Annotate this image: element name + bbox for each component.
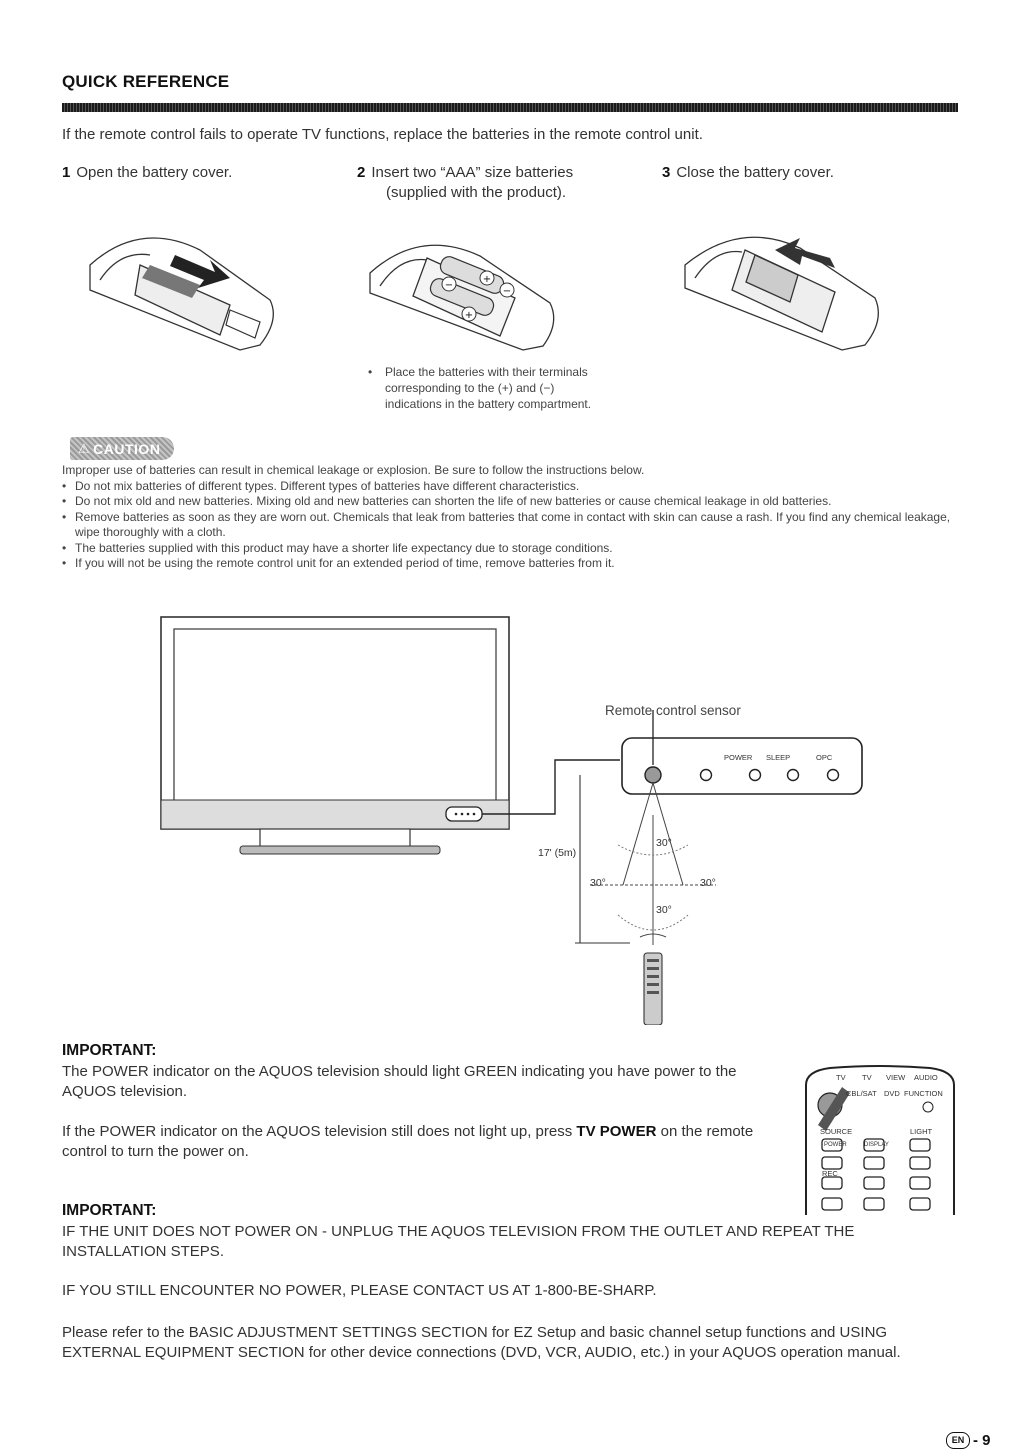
important-1-paragraph-1: The POWER indicator on the AQUOS television should light GREEN indicating you have power to the AQUOS television. — [62, 1063, 737, 1100]
tv-power-emphasis: TV POWER — [576, 1123, 657, 1140]
intro-text: If the remote control fails to operate TV functions, replace the batteries in the remote control unit. — [62, 126, 703, 143]
important-2-paragraph-1: IF THE UNIT DOES NOT POWER ON - UNPLUG THE AQUOS TELEVISION FROM THE OUTLET AND REPEAT THE INSTALLATION STEPS. — [62, 1223, 855, 1260]
battery-note-line3: indications in the battery compartment. — [385, 397, 592, 411]
open-cover-illustration — [80, 210, 280, 365]
svg-text:+: + — [464, 310, 474, 321]
step-1 — [62, 163, 232, 183]
important-2-paragraph-3: Please refer to the BASIC ADJUSTMENT SETTINGS SECTION for EZ Setup and basic channel setup functions and USING EXTERNAL EQUIPMENT SECTION for other device connections (DVD, VCR, AUDIO, etc.) in your AQUOS operation manual. — [62, 1324, 901, 1361]
sleep-label: SLEEP — [766, 753, 791, 762]
step-2-text-line2: (supplied with the product). — [386, 184, 567, 201]
remote-label-view: VIEW — [886, 1073, 906, 1082]
important-2-paragraph-2: IF YOU STILL ENCOUNTER NO POWER, PLEASE CONTACT US AT 1-800-BE-SHARP. — [62, 1282, 657, 1299]
important-1-paragraph-2 — [62, 1122, 782, 1162]
step-3-text: Close the battery cover. — [676, 164, 834, 181]
battery-note-line1: Place the batteries with their terminals — [385, 365, 588, 379]
step-2-number: 2 — [357, 164, 366, 181]
svg-text:+: + — [482, 274, 492, 285]
svg-text:−: − — [502, 286, 512, 297]
extra-indicator-lamp — [701, 770, 712, 781]
insert-batteries-illustration — [365, 218, 565, 358]
tv-sensor-window — [446, 807, 482, 821]
page-number-text: - 9 — [973, 1432, 991, 1449]
caution-item: • Do not mix old and new batteries. Mixing old and new batteries can shorten the life of new batteries or cause chemical leakage in old batteries. — [62, 494, 962, 510]
remote-sensor-label: Remote control sensor — [605, 703, 741, 718]
tv-stand-neck — [260, 829, 410, 847]
remote-label-cblsat: CBL/SAT — [846, 1089, 877, 1098]
remote-label-rec: REC — [822, 1169, 838, 1178]
remote-control-image — [644, 953, 662, 1025]
page-number — [946, 1432, 991, 1449]
important-1-p2-post: on the remote control to turn the power on. — [62, 1123, 754, 1160]
step-3-number: 3 — [662, 164, 671, 181]
caution-list — [62, 479, 962, 572]
caution-badge — [70, 437, 174, 460]
caution-item: • If you will not be using the remote control unit for an extended period of time, remove batteries from it. — [62, 556, 962, 572]
tv-stand-base — [240, 846, 440, 854]
indicator-panel — [622, 738, 862, 794]
remote-sensor-dot — [645, 767, 661, 783]
language-badge: EN — [946, 1432, 970, 1449]
battery-note-line2: corresponding to the (+) and (−) — [385, 381, 555, 395]
caution-item: • Do not mix batteries of different types. Different types of batteries have different characteristics. — [62, 479, 962, 495]
distance-label: 17' (5m) — [538, 847, 577, 859]
step-2-text: Insert two “AAA” size batteries — [371, 164, 574, 181]
caution-text — [62, 463, 962, 572]
title-rule — [62, 103, 958, 112]
important-heading-1: IMPORTANT: — [62, 1042, 157, 1059]
sleep-indicator-lamp — [788, 770, 799, 781]
remote-label-audio: AUDIO — [914, 1073, 938, 1082]
opc-label: OPC — [816, 753, 833, 762]
close-cover-illustration — [680, 210, 890, 360]
step-2 — [357, 163, 573, 203]
remote-label-dvd: DVD — [884, 1089, 900, 1098]
remote-label-tv-2: TV — [862, 1073, 872, 1082]
caution-item: • Remove batteries as soon as they are worn out. Chemicals that leak from batteries that come in contact with skin can cause a rash. If you find any chemical leakage, wipe thoroughly with a cloth. — [62, 510, 962, 541]
remote-label-tv-1: TV — [836, 1073, 846, 1082]
battery-note: • Place the batteries with their terminals corresponding to the (+) and (−) indications in the battery compartment. — [368, 365, 592, 411]
remote-closeup-panel — [800, 1065, 960, 1215]
step-3 — [662, 163, 834, 183]
warning-icon: ⚠ — [78, 440, 91, 456]
important-heading-2: IMPORTANT: — [62, 1202, 157, 1219]
page-title: QUICK REFERENCE — [62, 72, 230, 91]
remote-label-power: POWER — [824, 1142, 847, 1148]
caution-item: • The batteries supplied with this product may have a shorter life expectancy due to storage conditions. — [62, 541, 962, 557]
power-label: POWER — [724, 753, 753, 762]
angle-label-left: 30° — [590, 877, 606, 889]
angle-label-bottom: 30° — [656, 904, 672, 916]
tv-sensor-diagram — [160, 615, 880, 1025]
angle-label-right: 30° — [700, 877, 716, 889]
step-1-text: Open the battery cover. — [76, 164, 233, 181]
remote-label-display: DISPLAY — [864, 1142, 889, 1148]
remote-label-source: SOURCE — [820, 1127, 853, 1136]
remote-label-function: FUNCTION — [904, 1089, 943, 1098]
angle-label-top: 30° — [656, 837, 672, 849]
opc-indicator-lamp — [828, 770, 839, 781]
remote-label-light: LIGHT — [910, 1127, 933, 1136]
step-1-number: 1 — [62, 164, 71, 181]
important-1-p2-pre: If the POWER indicator on the AQUOS television still does not light up, press — [62, 1123, 573, 1140]
arrow-icon — [775, 238, 835, 268]
power-indicator-lamp — [750, 770, 761, 781]
svg-text:−: − — [444, 280, 454, 291]
tv-frame — [161, 617, 509, 829]
caution-lead: Improper use of batteries can result in chemical leakage or explosion. Be sure to follow the instructions below. — [62, 463, 645, 477]
tv-screen — [174, 629, 496, 801]
caution-badge-label: CAUTION — [93, 440, 161, 457]
